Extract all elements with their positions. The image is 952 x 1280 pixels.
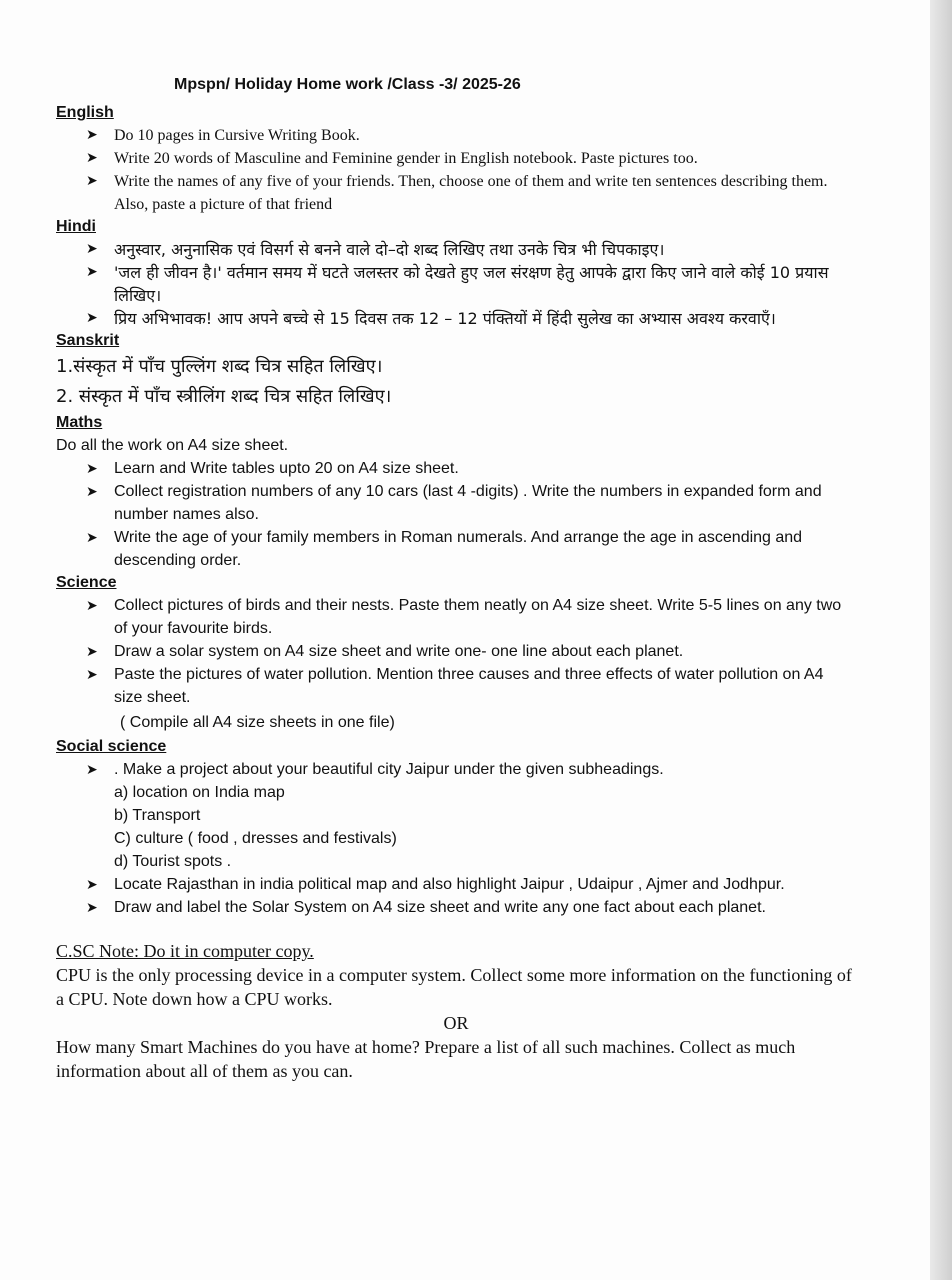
arrow-bullet-icon: ➤ bbox=[86, 264, 98, 280]
science-list bbox=[56, 594, 856, 709]
list-item: ➤ प्रिय अभिभावक! आप अपने बच्चे से 15 दिवस तक 12 – 12 पंक्तियों में हिंदी सुलेख का अभ्यास अवश्य करवाएँ। bbox=[86, 309, 776, 328]
arrow-bullet-icon: ➤ bbox=[86, 128, 98, 143]
list-item: ➤ Paste the pictures of water pollution. Mention three causes and three effects of water pollution on A4 size sheet. bbox=[56, 663, 856, 709]
english-heading: English bbox=[56, 104, 114, 121]
social-science-list bbox=[56, 758, 856, 781]
page-title: Mpspn/ Holiday Home work /Class -3/ 2025-26 bbox=[174, 76, 521, 93]
arrow-bullet-icon: ➤ bbox=[86, 310, 98, 326]
sanskrit-line: 2. संस्कृत में पाँच स्त्रीलिंग शब्द चित्र सहित लिखिए। bbox=[56, 386, 392, 407]
arrow-bullet-icon: ➤ bbox=[86, 899, 98, 915]
arrow-bullet-icon: ➤ bbox=[86, 460, 98, 476]
list-item: ➤ Collect pictures of birds and their nests. Paste them neatly on A4 size sheet. Write 5-5 lines on any two of your favourite birds. bbox=[56, 594, 856, 640]
science-note: ( Compile all A4 size sheets in one file) bbox=[120, 714, 395, 731]
list-item: ➤ Locate Rajasthan in india political map and also highlight Jaipur , Udaipur , Ajmer and Jodhpur. bbox=[56, 873, 856, 896]
csc-paragraph: CPU is the only processing device in a computer system. Collect some more information on the functioning of a CPU. Note down how a CPU works. bbox=[56, 965, 852, 1009]
page-edge-shadow bbox=[930, 0, 952, 1280]
arrow-bullet-icon: ➤ bbox=[86, 174, 98, 189]
sanskrit-line: 1.संस्कृत में पाँच पुल्लिंग शब्द चित्र सहित लिखिए। bbox=[56, 356, 383, 377]
list-item: ➤ Draw and label the Solar System on A4 size sheet and write any one fact about each planet. bbox=[56, 896, 856, 919]
list-item: ➤ Draw a solar system on A4 size sheet and write one- one line about each planet. bbox=[56, 640, 856, 663]
list-item: ➤ . Make a project about your beautiful city Jaipur under the given subheadings. bbox=[56, 758, 856, 781]
subheading-item: a) location on India map bbox=[114, 784, 285, 801]
arrow-bullet-icon: ➤ bbox=[86, 876, 98, 892]
maths-list bbox=[56, 457, 856, 572]
arrow-bullet-icon: ➤ bbox=[86, 241, 98, 257]
homework-page bbox=[56, 76, 856, 1083]
hindi-list bbox=[56, 238, 856, 330]
arrow-bullet-icon: ➤ bbox=[86, 643, 98, 659]
list-item: ➤ Do 10 pages in Cursive Writing Book. bbox=[56, 124, 856, 147]
subheading-item: b) Transport bbox=[114, 807, 201, 824]
social-science-heading: Social science bbox=[56, 738, 167, 755]
list-item: ➤ Write the age of your family members in Roman numerals. And arrange the age in ascending and descending order. bbox=[56, 526, 856, 572]
list-item: ➤ Write 20 words of Masculine and Feminine gender in English notebook. Paste pictures too. bbox=[56, 147, 856, 170]
arrow-bullet-icon: ➤ bbox=[86, 597, 98, 613]
maths-heading: Maths bbox=[56, 414, 103, 431]
arrow-bullet-icon: ➤ bbox=[86, 151, 98, 166]
list-item: ➤ Collect registration numbers of any 10 cars (last 4 -digits) . Write the numbers in expanded form and number names also. bbox=[56, 480, 856, 526]
science-heading: Science bbox=[56, 574, 117, 591]
arrow-bullet-icon: ➤ bbox=[86, 761, 98, 777]
list-item: ➤ 'जल ही जीवन है।' वर्तमान समय में घटते जलस्तर को देखते हुए जल संरक्षण हेतु आपके द्वारा किए जाने वाले कोई 10 प्रयास लिखिए। bbox=[86, 263, 829, 305]
hindi-heading: Hindi bbox=[56, 218, 96, 235]
list-item: ➤ Write the names of any five of your friends. Then, choose one of them and write ten sentences describing them. Also, paste a picture of that friend bbox=[56, 170, 856, 216]
arrow-bullet-icon: ➤ bbox=[86, 666, 98, 682]
arrow-bullet-icon: ➤ bbox=[86, 483, 98, 499]
arrow-bullet-icon: ➤ bbox=[86, 529, 98, 545]
english-list bbox=[56, 124, 856, 216]
csc-or: OR bbox=[443, 1013, 469, 1033]
subheading-item: C) culture ( food , dresses and festivals) bbox=[114, 830, 397, 847]
subheading-item: d) Tourist spots . bbox=[114, 853, 232, 870]
csc-paragraph: How many Smart Machines do you have at home? Prepare a list of all such machines. Collect as much information about all of them as you can. bbox=[56, 1037, 796, 1081]
maths-intro: Do all the work on A4 size sheet. bbox=[56, 437, 289, 454]
list-item: ➤ Learn and Write tables upto 20 on A4 size sheet. bbox=[56, 457, 856, 480]
csc-heading: C.SC Note: Do it in computer copy. bbox=[56, 941, 314, 961]
sanskrit-heading: Sanskrit bbox=[56, 332, 120, 349]
list-item: ➤ अनुस्वार, अनुनासिक एवं विसर्ग से बनने वाले दो–दो शब्द लिखिए तथा उनके चित्र भी चिपकाइए। bbox=[86, 240, 665, 259]
social-science-list-2 bbox=[56, 873, 856, 919]
